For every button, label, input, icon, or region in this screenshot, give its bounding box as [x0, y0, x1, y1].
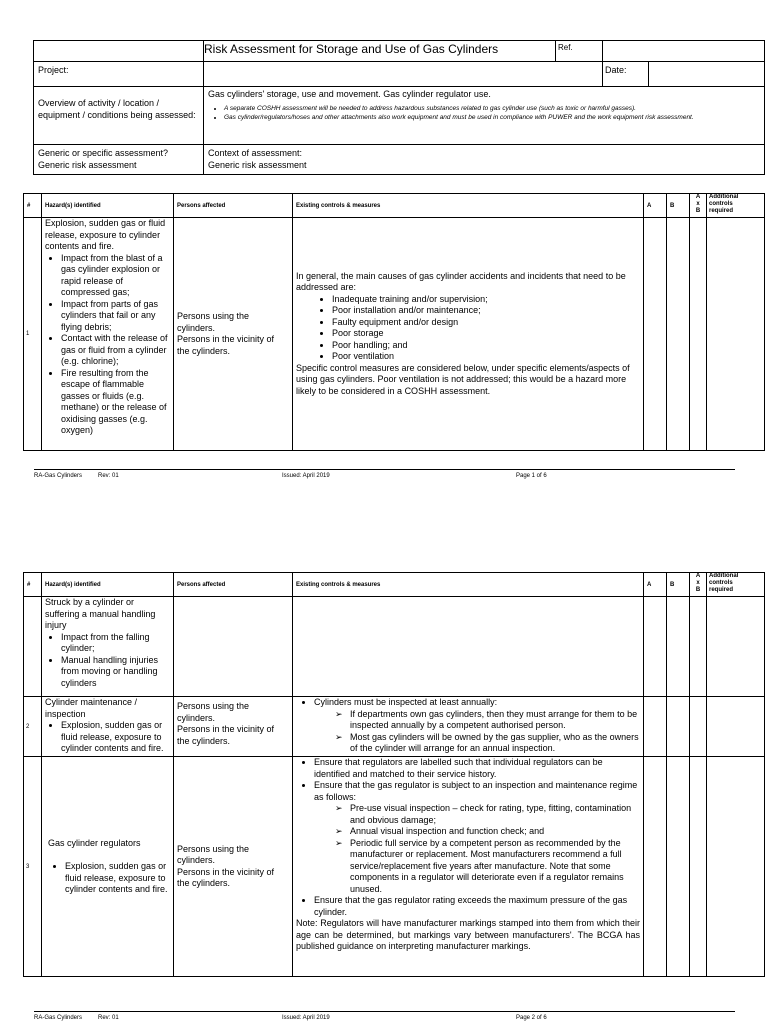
- hazard-intro: Cylinder maintenance / inspection: [45, 697, 138, 719]
- col-hazard: Hazard(s) identified: [42, 573, 174, 597]
- ref-value[interactable]: [603, 41, 765, 62]
- rating-b[interactable]: [667, 597, 690, 697]
- hazard-cell: [42, 597, 174, 697]
- table-row: [24, 757, 765, 977]
- table-row: [24, 218, 765, 451]
- controls-bullet: • Faulty equipment and/or design: [332, 317, 640, 329]
- controls-bullet: • Inadequate training and/or supervision;: [332, 294, 640, 306]
- rating-a[interactable]: [644, 218, 667, 451]
- controls-cell: [293, 218, 644, 451]
- rating-axb[interactable]: [690, 697, 707, 757]
- context-cell: [204, 145, 765, 175]
- rating-axb[interactable]: [690, 757, 707, 977]
- footer-page: Page 2 of 6: [516, 1015, 547, 1021]
- rating-b[interactable]: [667, 218, 690, 451]
- rating-a[interactable]: [644, 597, 667, 697]
- hazard-bullet: • Fire resulting from the escape of flammable gasses or fluids (e.g. methane) or the release of oxidising gasses (e.g. oxygen): [61, 368, 170, 437]
- col-axb: A x B: [690, 573, 707, 597]
- row-num: 3: [24, 757, 42, 977]
- date-value[interactable]: [649, 62, 765, 87]
- context-label: Context of assessment:: [208, 148, 303, 158]
- context-value: Generic risk assessment: [208, 159, 307, 170]
- hazard-bullet: • Contact with the release of gas or fluid from a cylinder (e.g. chlorine);: [61, 333, 170, 368]
- hazard-bullet: • Explosion, sudden gas or fluid release, exposure to cylinder contents and fire.: [65, 861, 170, 896]
- rating-a[interactable]: [644, 697, 667, 757]
- overview-bullet: • Gas cylinder/regulators/hoses and other attachments also work equipment and must be used in compliance with PUWER and the work equipment risk assessment.: [224, 113, 760, 122]
- rating-b[interactable]: [667, 697, 690, 757]
- table-header-row: [24, 573, 765, 597]
- col-controls: Existing controls & measures: [293, 194, 644, 218]
- rating-b[interactable]: [667, 757, 690, 977]
- hazard-cell: [42, 218, 174, 451]
- footer-issued: Issued: April 2019: [282, 1015, 330, 1021]
- controls-bullet: • Poor handling; and: [332, 340, 640, 352]
- controls-intro: In general, the main causes of gas cylinder accidents and incidents that need to be addressed are:: [296, 270, 626, 293]
- hazard-bullet: • Impact from the falling cylinder;: [61, 632, 170, 655]
- document-title: Risk Assessment for Storage and Use of Gas Cylinders: [204, 41, 556, 62]
- persons-affected: Persons using the cylinders. Persons in the vicinity of the cylinders.: [174, 218, 293, 451]
- col-a: A: [644, 194, 667, 218]
- overview-label: Overview of activity / location / equipment / conditions being assessed:: [34, 87, 204, 145]
- controls-outro: Specific control measures are considered below, under specific elements/aspects of using gas cylinders. Poor ventilation is not addressed; this would be a hazard more likely to be considered in a COSHH assessment.: [296, 362, 630, 396]
- controls-note: Note: Regulators will have manufacturer markings stamped into them from which their age can be determined, but markings vary between manufacturers'. The BCGA has published guidance on interpreting manufacturer markings.: [296, 918, 640, 951]
- col-additional: Additional controls required: [707, 194, 765, 218]
- overview-bullet: • A separate COSHH assessment will be needed to address hazardous substances related to gas cylinder use (such as toxic or harmful gasses).: [224, 104, 760, 113]
- generic-value: Generic risk assessment: [38, 159, 137, 170]
- rating-axb[interactable]: [690, 597, 707, 697]
- controls-cell: [293, 757, 644, 977]
- col-controls: Existing controls & measures: [293, 573, 644, 597]
- controls-sub-bullet: ➢ Annual visual inspection and function check; and: [350, 826, 640, 838]
- persons-affected: Persons using the cylinders. Persons in the vicinity of the cylinders.: [174, 757, 293, 977]
- hazard-bullet: • Impact from parts of gas cylinders that fail or any flying debris;: [61, 299, 170, 334]
- footer-page: Page 1 of 6: [516, 473, 547, 479]
- footer-doc: RA-Gas Cylinders: [34, 473, 83, 479]
- ref-label: Ref.: [556, 41, 603, 62]
- hazard-intro: Gas cylinder regulators: [48, 837, 141, 848]
- controls-bullet: • Poor installation and/or maintenance;: [332, 305, 640, 317]
- controls-sub-bullet: ➢ Pre-use visual inspection – check for rating, type, fitting, contamination and obvious damage;: [350, 803, 640, 826]
- footer-rev: Rev: 01: [98, 1015, 119, 1021]
- controls-sub-bullet: ➢ Periodic full service by a competent person as recommended by the manufacturer or replacement. Most manufacturers recommend a full service/replacement five years after manufacture. Note that some components in a regulator will deteriorate even if a regulator remains unused.: [350, 838, 640, 896]
- footer-issued: Issued: April 2019: [282, 473, 330, 479]
- controls-bullet: • Poor storage: [332, 328, 640, 340]
- controls-sub-bullet: ➢ If departments own gas cylinders, then they must arrange for them to be inspected annually by a competent authorised person.: [350, 709, 640, 732]
- controls-cell: [293, 697, 644, 757]
- table-row: [24, 697, 765, 757]
- controls-bullet: • Poor ventilation: [332, 351, 640, 363]
- footer-rev: Rev: 01: [98, 473, 119, 479]
- overview-cell: [204, 87, 765, 145]
- hazard-table-page-1: [23, 193, 765, 451]
- date-label: Date:: [603, 62, 649, 87]
- additional-controls[interactable]: [707, 757, 765, 977]
- additional-controls[interactable]: [707, 218, 765, 451]
- additional-controls[interactable]: [707, 697, 765, 757]
- col-b: B: [667, 194, 690, 218]
- hazard-cell: [42, 757, 174, 977]
- footer-doc: RA-Gas Cylinders: [34, 1015, 83, 1021]
- footer-rule: [34, 469, 735, 470]
- project-value[interactable]: [204, 62, 603, 87]
- generic-label: Generic or specific assessment?: [38, 148, 169, 158]
- controls-bullet: • Cylinders must be inspected at least annually:: [314, 697, 640, 709]
- overview-text: Gas cylinders' storage, use and movement. Gas cylinder regulator use.: [208, 89, 491, 99]
- footer-rule: [34, 1011, 735, 1012]
- row-num: 2: [24, 697, 42, 757]
- additional-controls[interactable]: [707, 597, 765, 697]
- generic-cell: [34, 145, 204, 175]
- rating-axb[interactable]: [690, 218, 707, 451]
- hazard-bullet: • Manual handling injuries from moving or handling cylinders: [61, 655, 170, 690]
- controls-sub-bullet: ➢ Most gas cylinders will be owned by the gas supplier, who as the owners of the cylinder will arrange for an annual inspection.: [350, 732, 640, 755]
- col-num: #: [24, 573, 42, 597]
- controls-bullet: • Ensure that regulators are labelled such that individual regulators can be identified and matched to their service history.: [314, 757, 640, 780]
- hazard-bullet: • Explosion, sudden gas or fluid release, exposure to cylinder contents and fire.: [61, 720, 170, 755]
- controls-bullet: • Ensure that the gas regulator rating exceeds the maximum pressure of the gas cylinder.: [314, 895, 640, 918]
- col-axb: A x B: [690, 194, 707, 218]
- hazard-table-page-2: [23, 572, 765, 977]
- assessment-header-table: [33, 40, 765, 175]
- table-header-row: [24, 194, 765, 218]
- col-additional: Additional controls required: [707, 573, 765, 597]
- col-persons: Persons affected: [174, 194, 293, 218]
- persons-affected: Persons using the cylinders. Persons in the vicinity of the cylinders.: [174, 697, 293, 757]
- col-a: A: [644, 573, 667, 597]
- hazard-cell: [42, 697, 174, 757]
- table-row: [24, 597, 765, 697]
- col-persons: Persons affected: [174, 573, 293, 597]
- hazard-intro: Explosion, sudden gas or fluid release, exposure to cylinder contents and fire.: [45, 218, 166, 251]
- project-label: Project:: [34, 62, 204, 87]
- row-num: 1: [24, 218, 42, 451]
- controls-bullet: • Ensure that the gas regulator is subject to an inspection and maintenance regime as follows:: [314, 780, 640, 803]
- hazard-bullet: • Impact from the blast of a gas cylinder explosion or rapid release of compressed gas;: [61, 253, 170, 299]
- col-hazard: Hazard(s) identified: [42, 194, 174, 218]
- col-b: B: [667, 573, 690, 597]
- col-num: #: [24, 194, 42, 218]
- rating-a[interactable]: [644, 757, 667, 977]
- hazard-intro: Struck by a cylinder or suffering a manual handling injury: [45, 597, 156, 630]
